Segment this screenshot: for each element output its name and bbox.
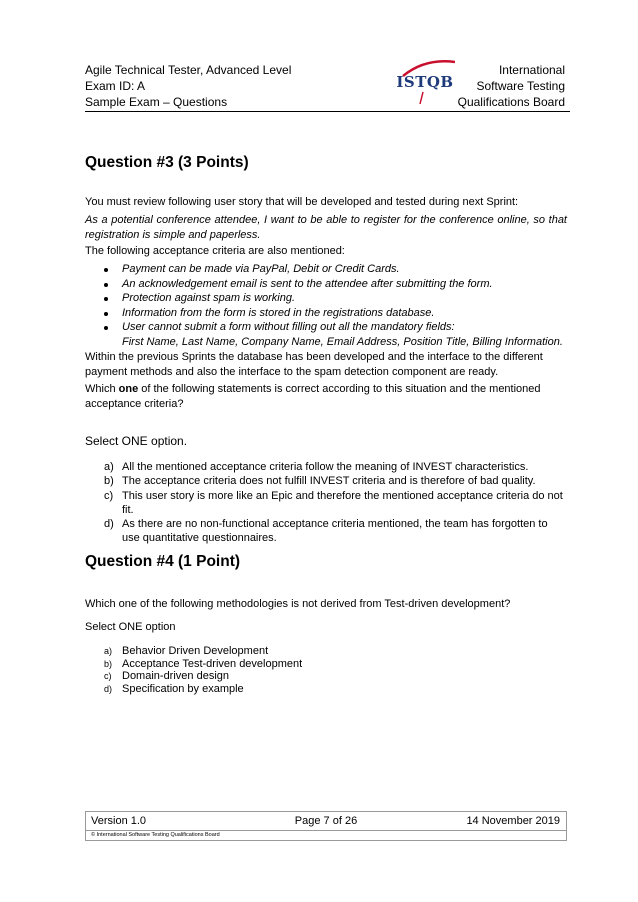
q4-select-instruction: Select ONE option	[85, 621, 176, 633]
q4-options	[85, 645, 565, 695]
option-d[interactable]: d) Specification by example	[104, 682, 244, 695]
header-right	[458, 62, 565, 110]
bullet-icon	[104, 312, 108, 316]
logo-wordmark: ISTQB	[396, 73, 454, 91]
header-left	[85, 62, 291, 110]
q3-user-story: As a potential conference attendee, I want to be able to register for the conference online, so that registration is simple and paperless.	[85, 214, 567, 241]
bullet-icon	[104, 283, 108, 287]
release-date: 14 November 2019	[466, 815, 560, 827]
org-line-3: Qualifications Board	[457, 95, 565, 109]
criterion-item: Information from the form is stored in the registrations database.	[85, 306, 565, 321]
bullet-icon	[104, 268, 108, 272]
istqb-logo	[395, 56, 455, 108]
bullet-icon	[104, 297, 108, 301]
exam-id: Exam ID: A	[85, 79, 146, 93]
q3-criteria-intro: The following acceptance criteria are also mentioned:	[85, 245, 345, 257]
mandatory-fields: First Name, Last Name, Company Name, Email Address, Position Title, Billing Information.	[122, 335, 563, 348]
q3-prompt: Which one of the following statements is correct according to this situation and the mentioned acceptance criteria?	[85, 383, 541, 410]
criterion-item: An acknowledgement email is sent to the attendee after submitting the form.	[85, 277, 565, 292]
q4-prompt: Which one of the following methodologies is not derived from Test-driven development?	[85, 598, 511, 610]
bullet-icon	[104, 326, 108, 330]
question-4-title: Question #4 (1 Point)	[85, 553, 241, 570]
page-footer	[85, 811, 567, 841]
option-a[interactable]: a) Behavior Driven Development	[104, 645, 269, 657]
org-line-2: Software Testing	[476, 79, 565, 93]
version-label: Version 1.0	[91, 815, 147, 827]
q3-options	[85, 460, 565, 546]
course-title: Agile Technical Tester, Advanced Level	[85, 63, 292, 77]
criterion-item: Payment can be made via PayPal, Debit or Credit Cards.	[85, 262, 565, 277]
footer-divider	[86, 830, 566, 831]
option-d[interactable]: d) As there are no non-functional acceptance criteria mentioned, the team has forgotten to use quantitative questionnaires.	[104, 518, 548, 545]
question-3-title: Question #3 (3 Points)	[85, 154, 249, 171]
option-a[interactable]: a) All the mentioned acceptance criteria follow the meaning of INVEST characteristics.	[104, 461, 529, 473]
q3-context: Within the previous Sprints the database has been developed and the interface to the different payment methods and also the interface to the spam detection component are ready.	[85, 351, 543, 378]
q3-select-instruction: Select ONE option.	[85, 434, 188, 448]
doc-type: Sample Exam – Questions	[85, 95, 228, 109]
q3-intro: You must review following user story that will be developed and tested during next Sprint:	[85, 196, 519, 208]
acceptance-criteria-list	[85, 262, 565, 350]
option-c[interactable]: c) Domain-driven design	[104, 670, 229, 682]
copyright-notice: © International Software Testing Qualifications Board	[91, 832, 220, 838]
criterion-item: Protection against spam is working.	[85, 291, 565, 306]
header-divider	[85, 111, 570, 112]
option-b[interactable]: b) Acceptance Test-driven development	[104, 657, 303, 670]
org-line-1: International	[498, 63, 565, 77]
option-c[interactable]: c) This user story is more like an Epic and therefore the mentioned acceptance criteria do not fit.	[104, 489, 563, 516]
criterion-item: User cannot submit a form without filling out all the mandatory fields: First Name, Last Name, Company Name, Email Address, Position Title, Billing Information.	[85, 320, 565, 349]
page-number: Page 7 of 26	[294, 815, 358, 827]
option-b[interactable]: b) The acceptance criteria does not fulfill INVEST criteria and is therefore of bad quality.	[104, 475, 536, 488]
